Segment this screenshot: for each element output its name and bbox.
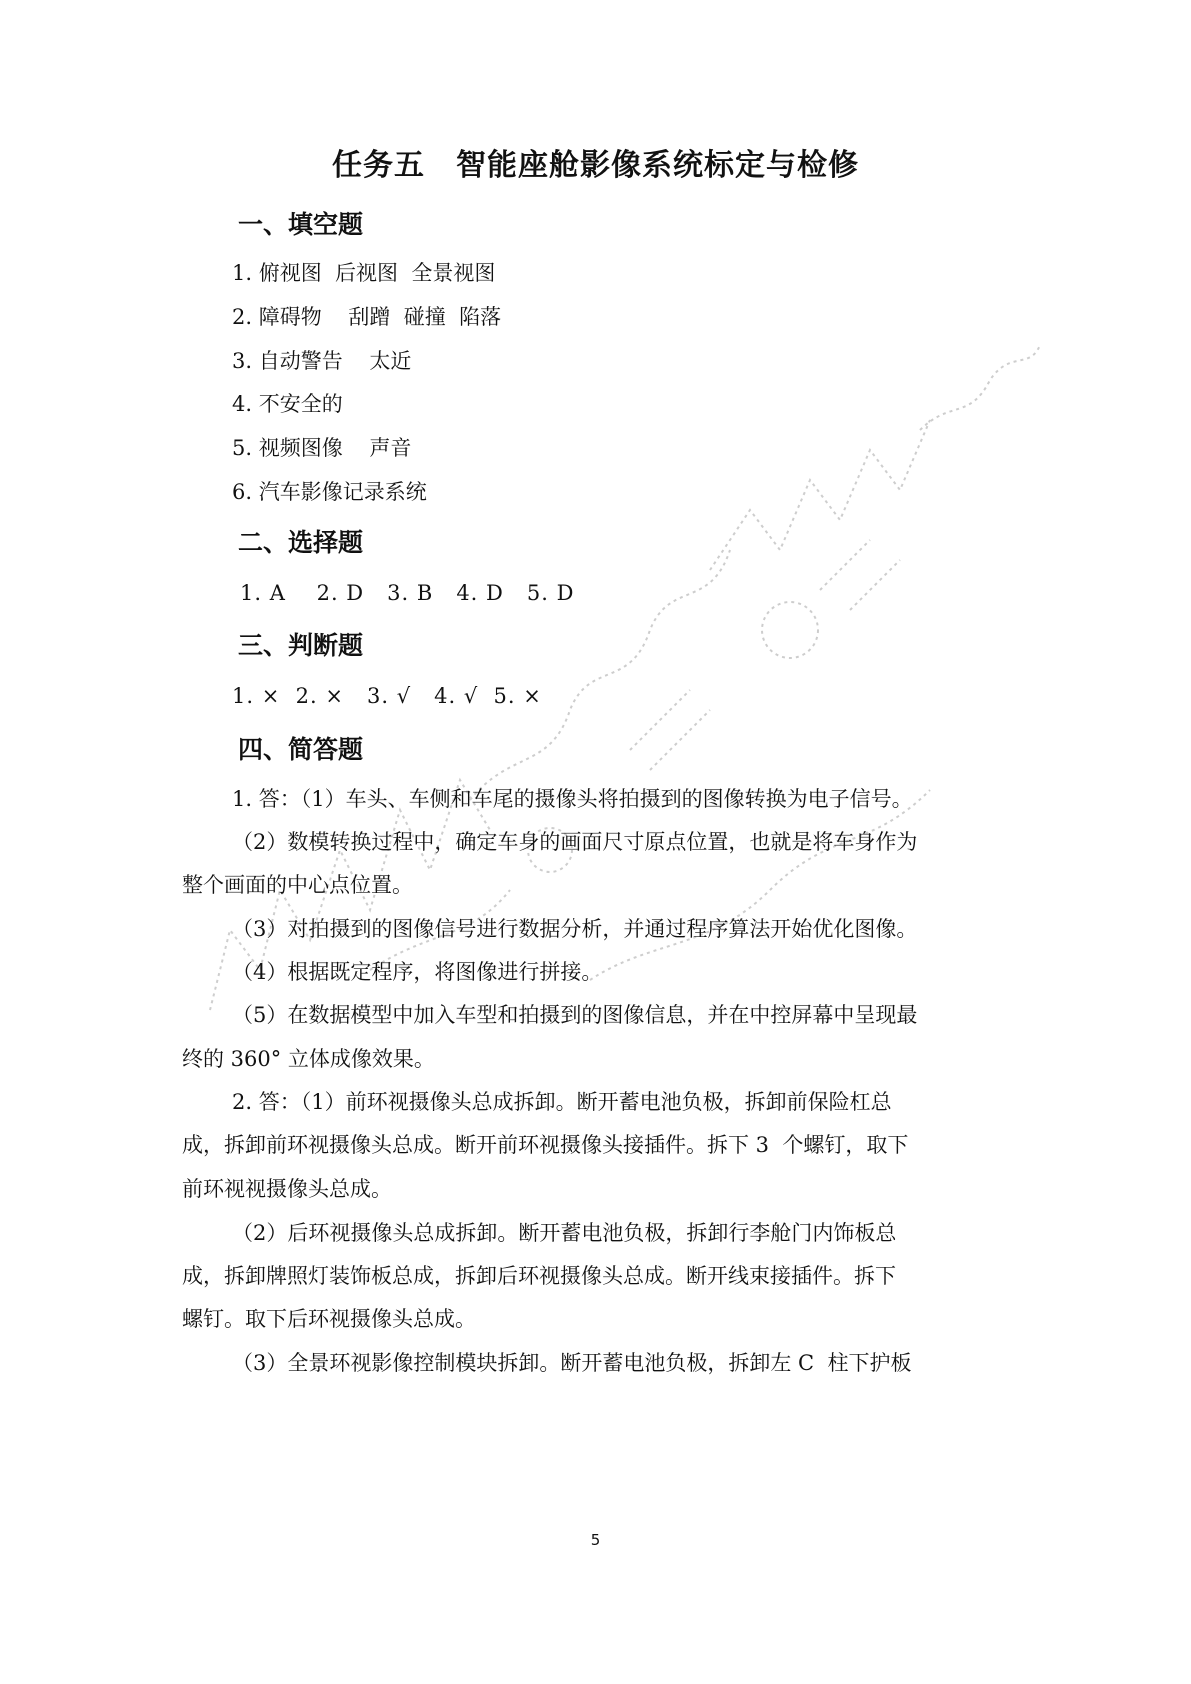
- page-number: 5: [590, 1531, 601, 1549]
- choice-answers: 1. A 2. D 3. B 4. D 5. D: [240, 581, 575, 605]
- short-answer-line: 2. 答：（1）前环视摄像头总成拆卸。断开蓄电池负极，拆卸前保险杠总: [232, 1090, 892, 1114]
- short-answer-line: 成，拆卸牌照灯装饰板总成，拆卸后环视摄像头总成。断开线束接插件。拆下: [182, 1264, 896, 1288]
- fill-blank-item: 1. 俯视图 后视图 全景视图: [232, 261, 496, 285]
- short-answer-line: （2）数模转换过程中，确定车身的画面尺寸原点位置，也就是将车身作为: [232, 830, 918, 854]
- section-heading-choice: 二、选择题: [238, 528, 364, 557]
- short-answer-line: （4）根据既定程序，将图像进行拼接。: [232, 960, 603, 984]
- short-answer-line: （2）后环视摄像头总成拆卸。断开蓄电池负极，拆卸行李舱门内饰板总: [232, 1221, 897, 1245]
- short-answer-line: 终的 360° 立体成像效果。: [182, 1047, 435, 1071]
- short-answer-line: 成，拆卸前环视摄像头总成。断开前环视摄像头接插件。拆下 3 个螺钉，取下: [182, 1133, 909, 1157]
- short-answer-line: 前环视视摄像头总成。: [182, 1177, 392, 1201]
- short-answer-line: （3）对拍摄到的图像信号进行数据分析，并通过程序算法开始优化图像。: [232, 917, 918, 941]
- judge-answers: 1. × 2. × 3. √ 4. √ 5. ×: [232, 684, 542, 708]
- section-heading-short-answer: 四、简答题: [238, 735, 364, 764]
- short-answer-line: 1. 答：（1）车头、车侧和车尾的摄像头将拍摄到的图像转换为电子信号。: [232, 787, 913, 811]
- fill-blank-item: 6. 汽车影像记录系统: [232, 480, 427, 504]
- short-answer-line: 螺钉。取下后环视摄像头总成。: [182, 1307, 476, 1331]
- short-answer-line: （3）全景环视影像控制模块拆卸。断开蓄电池负极，拆卸左 C 柱下护板: [232, 1351, 912, 1375]
- fill-blank-item: 2. 障碍物 刮蹭 碰撞 陷落: [232, 305, 502, 329]
- section-heading-fill-blank: 一、填空题: [238, 210, 364, 239]
- short-answer-line: （5）在数据模型中加入车型和拍摄到的图像信息，并在中控屏幕中呈现最: [232, 1003, 918, 1027]
- section-heading-judge: 三、判断题: [238, 631, 364, 660]
- short-answer-line: 整个画面的中心点位置。: [182, 873, 413, 897]
- page-title: 任务五 智能座舱影像系统标定与检修: [332, 148, 859, 183]
- fill-blank-item: 3. 自动警告 太近: [232, 349, 412, 373]
- fill-blank-item: 5. 视频图像 声音: [232, 436, 412, 460]
- fill-blank-item: 4. 不安全的: [232, 392, 343, 416]
